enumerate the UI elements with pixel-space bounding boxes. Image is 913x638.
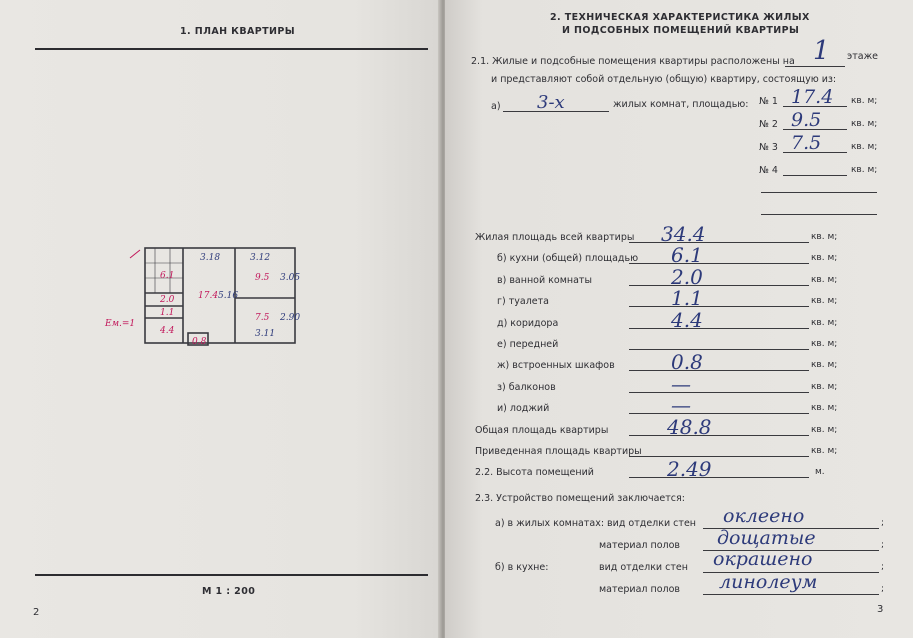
left-page: [0, 0, 441, 638]
top-rule: [35, 48, 428, 50]
section-title-line2: И ПОДСОБНЫХ ПОМЕЩЕНИЙ КВАРТИРЫ: [562, 25, 800, 36]
area-rows: [471, 222, 891, 483]
plan-corridor: 4.4: [160, 326, 175, 336]
plan-room1: 17.4: [198, 291, 219, 301]
plan-room3: 7.5: [255, 313, 270, 323]
kitchen-floor-value: линолеум: [719, 571, 818, 593]
kitchen-label: б) в кухне:: [495, 562, 549, 573]
right-page: 2. ТЕХНИЧЕСКАЯ ХАРАКТЕРИСТИКА ЖИЛЫХ И ПОДСОБНЫХ ПОМЕЩЕНИЙ КВАРТИРЫ 2.1. Жилые и подсобные помещения квартиры расположены на 1 этаже и представляют собой отдельную (общую) квартиру, состоящую из: а) 3-х жилых комнат, площадью: № 1 17.4 кв. м; № 2 9.5 кв. м; № 3 7.5 кв. м; № 4 кв. м; Жилая площадь всей квартиры 34.4 кв. м; б) кухни (общей) площадью 6.1 кв. м; в) ванной комнаты 2.0 кв. м; г) туалета 1.1 кв. м; д) коридора 4.4 кв. м; е) передней кв. м; ж) встроенных шкафов 0.8 кв. м; з) балконов — кв. м; и) лоджий — кв. м; Общая площадь квартиры 48.8 кв. м; Приведенная площадь квартиры кв. м; 2.2. Высота помещений 2.49 м. 2.3. Устройство помещений заключается: а) в жилых комнатах: вид отделки стен оклеено ; материал полов дощатые ; б) в кухне: вид отделки стен окрашено ; материал полов линолеум ; 3: [445, 0, 913, 638]
kitchen-floor-label: материал полов: [599, 584, 680, 595]
plan-toilet: 1.1: [160, 308, 175, 318]
area-row: в) ванной комнаты 2.0 кв. м;: [497, 264, 838, 289]
rooms-text: жилых комнат, площадью:: [613, 99, 749, 110]
room-area-row: № 4 кв. м;: [759, 165, 878, 176]
plan-h1: 3.18: [200, 253, 221, 263]
plan-bath: 2.0: [160, 295, 175, 305]
plan-title: 1. ПЛАН КВАРТИРЫ: [180, 26, 295, 37]
plan-h3: 3.11: [255, 329, 276, 339]
plan-room2: 9.5: [255, 273, 270, 283]
area-row: 2.2. Высота помещений 2.49 м.: [475, 457, 825, 482]
scale-label: М 1 : 200: [202, 586, 256, 597]
p21-text: 2.1. Жилые и подсобные помещения квартиры расположены на: [471, 56, 795, 67]
rooms-count: 3-х: [537, 92, 565, 113]
kitchen-walls-label: вид отделки стен: [599, 562, 688, 573]
living-floor-value: дощатые: [717, 527, 816, 549]
floor-suffix: этаже: [847, 51, 878, 62]
living-walls-label: а) в жилых комнатах: вид отделки стен: [495, 518, 696, 529]
floor-plan: [100, 238, 310, 358]
room-area-row: № 3 7.5 кв. м;: [759, 132, 878, 154]
room-area-row: № 1 17.4 кв. м;: [759, 86, 878, 108]
room-area-row: № 2 9.5 кв. м;: [759, 109, 878, 131]
plan-h6: 2.90: [280, 313, 301, 323]
section-title-line1: 2. ТЕХНИЧЕСКАЯ ХАРАКТЕРИСТИКА ЖИЛЫХ: [550, 12, 810, 23]
page-number-right: 3: [877, 604, 884, 615]
plan-h5: 3.05: [280, 273, 301, 283]
plan-h2: 3.12: [250, 253, 271, 263]
kitchen-walls-value: окрашено: [713, 548, 813, 570]
area-row: з) балконов — кв. м;: [497, 371, 838, 396]
area-row: Жилая площадь всей квартиры 34.4 кв. м;: [475, 222, 838, 246]
area-row: е) передней кв. м;: [497, 338, 838, 350]
area-row: Приведенная площадь квартиры кв. м;: [475, 445, 838, 457]
floor-value: 1: [813, 36, 830, 66]
area-row: б) кухни (общей) площадью 6.1 кв. м;: [497, 243, 838, 268]
p21-line2: и представляют собой отдельную (общую) квартиру, состоящую из:: [491, 74, 837, 85]
living-walls-value: оклеено: [723, 505, 805, 527]
plan-closet: 0.8: [192, 337, 207, 347]
area-row: д) коридора 4.4 кв. м;: [497, 307, 838, 332]
area-row: г) туалета 1.1 кв. м;: [497, 286, 838, 311]
plan-floor-note: Ем.=1: [105, 319, 136, 329]
plan-kitchen: 6.1: [160, 271, 175, 281]
room-areas-list: [755, 86, 905, 182]
living-floor-label: материал полов: [599, 540, 680, 551]
area-row: Общая площадь квартиры 48.8 кв. м;: [475, 414, 838, 439]
area-row: ж) встроенных шкафов 0.8 кв. м;: [497, 350, 838, 375]
plan-h4: 5.16: [218, 291, 239, 301]
p23-title: 2.3. Устройство помещений заключается:: [475, 493, 685, 504]
area-row: и) лоджий — кв. м;: [497, 393, 838, 418]
bottom-rule: [35, 574, 428, 576]
a-label: а): [491, 101, 501, 112]
page-number-left: 2: [33, 607, 40, 618]
